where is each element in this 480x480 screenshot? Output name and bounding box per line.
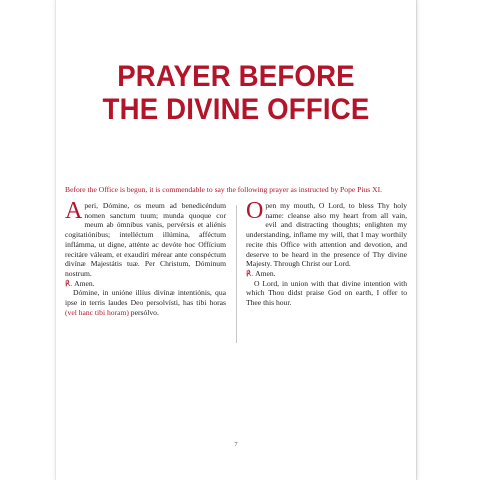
page-title	[70, 60, 401, 126]
page-number: 7	[234, 441, 238, 448]
latin-optional-rubric: (vel hanc tibi horam)	[65, 307, 129, 317]
english-response	[246, 269, 407, 279]
title-line-1: PRAYER BEFORE	[117, 60, 355, 93]
latin-ending: persólvo.	[130, 307, 159, 317]
latin-dropcap: A	[65, 198, 83, 224]
latin-prayer-text: peri, Dómine, os meum ad benedicéndum nomen sanctum tuum; munda quoque cor meum ab ómnibus vanis, pervérsis et aliénis cogitatiónibus; intelléctum illúmina, afféctum inflámma, ut digne, atténte ac devóte hoc Offícium recitáre váleam, et exaudíri mérear ante conspéctum divínæ Majestátis tuæ. Per Christum, Dóminum nostrum.	[65, 201, 226, 278]
english-prayer	[246, 198, 407, 269]
latin-prayer	[65, 198, 226, 279]
latin-response	[65, 279, 226, 289]
latin-column	[65, 198, 226, 317]
latin-amen: Amen.	[74, 278, 95, 288]
latin-second-prayer-text: Dómine, in unióne illíus divínæ intentiónis, qua ipse in terris laudes Deo persolvísti, has tibi horas	[65, 288, 226, 308]
english-prayer-text: pen my mouth, O Lord, to bless Thy holy name: cleanse also my heart from all vain, evil and distracting thoughts; enlighten my understanding, inflame my will, that I may worthily recite this Office with attention and devotion, and deserve to be heard in the presence of Thy divine Majesty. Through Christ our Lord.	[246, 201, 407, 269]
english-second-prayer	[246, 279, 407, 308]
response-symbol: ℟.	[246, 268, 254, 278]
latin-second-prayer	[65, 288, 226, 317]
english-second-prayer-text: O Lord, in union with that divine intention with which Thou didst praise God on earth, I offer to Thee this hour.	[246, 278, 407, 308]
english-dropcap: O	[246, 198, 264, 224]
book-page	[56, 0, 416, 480]
column-divider	[236, 205, 237, 343]
response-symbol: ℟.	[65, 278, 73, 288]
english-column	[246, 198, 407, 308]
title-line-2: THE DIVINE OFFICE	[102, 93, 370, 126]
english-amen: Amen.	[255, 268, 276, 278]
intro-rubric: Before the Office is begun, it is commendable to say the following prayer as instructed by Pope Pius XI.	[65, 184, 383, 194]
